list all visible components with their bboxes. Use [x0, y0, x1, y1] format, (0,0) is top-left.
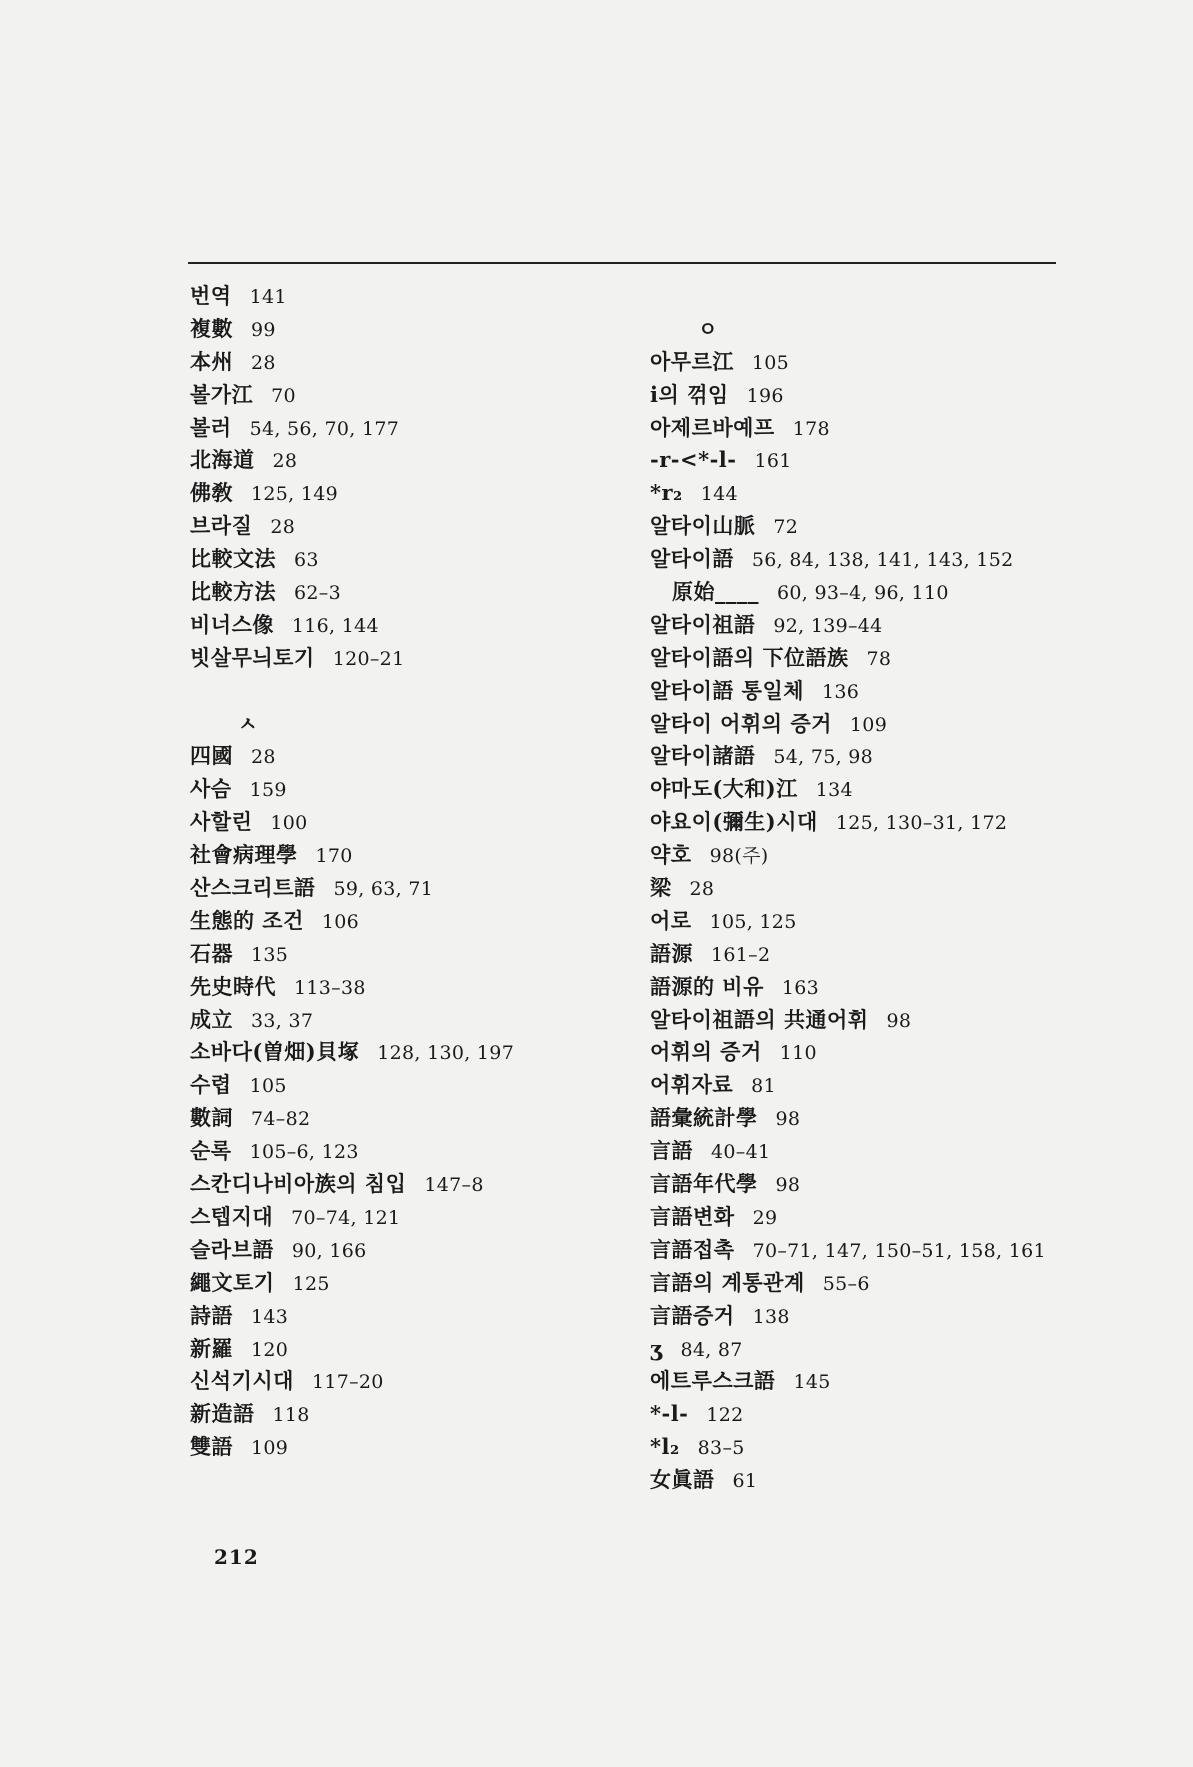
index-page-refs: 28: [251, 746, 276, 769]
index-page-refs: 63: [294, 549, 319, 572]
index-page-refs: 84, 87: [680, 1338, 743, 1361]
index-page-refs: 145: [793, 1371, 831, 1394]
index-term: 先史時代: [190, 973, 276, 999]
index-page-refs: 159: [249, 779, 287, 802]
index-entry: [650, 379, 1046, 412]
index-term: -r-<*-l-: [650, 447, 737, 473]
index-page-refs: 100: [270, 812, 308, 835]
index-term: 雙語: [190, 1434, 233, 1460]
index-page-refs: 136: [822, 680, 860, 703]
index-page-refs: 128, 130, 197: [377, 1042, 515, 1065]
index-term: 볼러: [190, 414, 232, 440]
index-page-refs: 161: [754, 450, 792, 473]
index-page-refs: 98: [886, 1009, 912, 1032]
index-entry: [650, 1267, 1046, 1300]
index-term: 야요이(彌生)시대: [650, 809, 818, 835]
index-entry: [190, 839, 514, 872]
index-page-refs: 105: [249, 1075, 287, 1098]
index-entry: [650, 971, 1046, 1004]
index-page-refs: 83–5: [697, 1437, 745, 1460]
index-term: 語彙統計學: [650, 1105, 758, 1131]
index-term: *r₂: [650, 480, 683, 506]
index-page-refs: 125: [292, 1272, 330, 1295]
index-entry: [190, 1300, 514, 1333]
index-entry: [190, 510, 514, 543]
index-entry: [190, 642, 514, 675]
section-letter: ㅇ: [698, 316, 718, 341]
index-term: 알타이語: [650, 546, 734, 572]
index-page-refs: 60, 93–4, 96, 110: [777, 582, 949, 605]
index-page-refs: 178: [792, 417, 830, 440]
index-page-refs: 59, 63, 71: [333, 878, 434, 901]
index-entry: [190, 1168, 514, 1201]
index-page-refs: 125, 130–31, 172: [835, 812, 1008, 835]
index-page-refs: 70: [271, 384, 296, 407]
index-entry: [650, 1398, 1046, 1431]
index-page-refs: 72: [773, 516, 799, 539]
index-entry: [190, 313, 514, 346]
index-page-refs: 134: [815, 779, 853, 802]
index-page-refs: 138: [752, 1305, 790, 1328]
index-page-refs: 70–74, 121: [291, 1206, 401, 1229]
index-entry: [650, 1069, 1046, 1102]
index-section-heading: [190, 708, 514, 741]
index-term: 스칸디나비아族의 침입: [190, 1171, 407, 1197]
index-page-refs: 141: [249, 286, 287, 308]
index-entry: [650, 444, 1046, 477]
index-entry: [190, 806, 514, 839]
index-term: 약호: [650, 842, 692, 868]
index-entry: [190, 1267, 514, 1300]
index-entry: [190, 412, 514, 445]
index-entry: [190, 1069, 514, 1102]
index-term: 알타이諸語: [650, 743, 756, 769]
index-term: 어휘의 증거: [650, 1039, 762, 1065]
index-term: 社會病理學: [190, 842, 298, 868]
index-page-refs: 92, 139–44: [773, 614, 883, 637]
index-page-refs: 144: [700, 483, 738, 506]
index-page-refs: 147–8: [424, 1174, 484, 1197]
index-entry: [190, 1234, 514, 1267]
index-term: 語源的 비유: [650, 973, 764, 999]
index-entry: [650, 510, 1046, 543]
section-letter: ㅅ: [238, 711, 258, 736]
index-page-refs: 28: [272, 450, 298, 473]
index-page-refs: 105: [751, 351, 790, 374]
index-term: 수렵: [190, 1072, 232, 1098]
index-entry: [650, 346, 1046, 379]
index-page-refs: 54, 56, 70, 177: [249, 417, 400, 440]
index-entry: [650, 806, 1046, 839]
index-page-refs: 28: [270, 516, 296, 539]
index-term: 新羅: [190, 1335, 233, 1361]
index-term: 生態的 조건: [190, 907, 304, 933]
index-entry: [650, 1464, 1046, 1497]
index-section-heading: [650, 313, 1046, 346]
index-term: 알타이祖語: [650, 611, 756, 637]
index-entry: [650, 773, 1046, 806]
index-entry: [650, 839, 1046, 872]
index-entry: [190, 905, 514, 938]
index-entry: [650, 905, 1046, 938]
index-entry: [650, 642, 1046, 675]
index-term: 알타이山脈: [650, 513, 756, 539]
index-entry: [190, 444, 514, 477]
index-term: 佛敎: [190, 480, 233, 506]
index-page-refs: 105–6, 123: [249, 1141, 359, 1164]
index-term: 詩語: [190, 1302, 233, 1328]
index-page-refs: 40–41: [711, 1141, 771, 1164]
index-entry: [650, 477, 1046, 510]
index-term: 슬라브語: [190, 1236, 274, 1262]
index-term: 比較方法: [190, 579, 276, 605]
index-entry: [190, 740, 514, 773]
index-entry: [650, 576, 1046, 609]
index-term: 아무르江: [650, 348, 734, 374]
index-term: 순록: [190, 1138, 232, 1164]
index-term: 사슴: [190, 776, 232, 802]
index-term: 言語변화: [650, 1203, 735, 1229]
index-column-right: [650, 280, 1046, 1497]
index-page-refs: 28: [251, 351, 276, 374]
index-entry: [190, 543, 514, 576]
index-page-refs: 120–21: [332, 647, 405, 670]
index-page-refs: 135: [251, 943, 289, 966]
index-entry: [650, 675, 1046, 708]
index-term: 女眞語: [650, 1467, 715, 1493]
index-page-refs: 81: [751, 1075, 776, 1098]
index-term: *-l-: [650, 1401, 689, 1427]
index-page-refs: 161–2: [711, 943, 771, 966]
index-term: 소바다(曽畑)貝塚: [190, 1039, 360, 1065]
index-page-refs: 61: [732, 1470, 758, 1493]
index-term: 語源: [650, 940, 693, 966]
index-entry: [190, 1365, 514, 1398]
index-term: 北海道: [190, 447, 255, 473]
index-term: 신석기시대: [190, 1368, 294, 1394]
index-page-refs: 62–3: [294, 582, 341, 605]
index-page-refs: 143: [251, 1305, 289, 1328]
index-entry: [650, 1365, 1046, 1398]
index-entry: [650, 609, 1046, 642]
index-term: 本州: [190, 348, 233, 374]
index-entry: [190, 346, 514, 379]
index-term: 비너스像: [190, 611, 274, 637]
index-page-refs: 98: [775, 1174, 801, 1197]
index-term: 알타이語 통일체: [650, 677, 805, 703]
index-term: 比較文法: [190, 546, 276, 572]
index-page-refs: 98(주): [709, 845, 769, 868]
index-page-refs: 90, 166: [291, 1239, 367, 1262]
index-entry: [190, 1135, 514, 1168]
top-rule: [188, 262, 1056, 264]
index-spacer: [190, 675, 514, 708]
index-term: 石器: [190, 940, 233, 966]
index-spacer: [650, 280, 1046, 313]
index-entry: [190, 1036, 514, 1069]
index-term: 브라질: [190, 513, 253, 539]
index-page-refs: 56, 84, 138, 141, 143, 152: [751, 549, 1014, 572]
index-page-refs: 113–38: [294, 976, 366, 999]
index-entry: [190, 609, 514, 642]
index-term: 四國: [190, 743, 233, 769]
index-term: 에트루스크語: [650, 1368, 776, 1394]
index-entry: [190, 938, 514, 971]
index-term: 빗살무늬토기: [190, 644, 315, 670]
index-term: 산스크리트語: [190, 875, 316, 901]
index-entry: [650, 1102, 1046, 1135]
index-entry: [650, 1333, 1046, 1366]
index-term: 볼가江: [190, 381, 254, 407]
index-entry: [650, 1431, 1046, 1464]
index-term: 新造語: [190, 1401, 255, 1427]
index-entry: [190, 1398, 514, 1431]
index-term: 알타이祖語의 共通어휘: [650, 1006, 869, 1032]
index-term: 알타이 어휘의 증거: [650, 710, 832, 736]
index-page-refs: 122: [706, 1404, 744, 1427]
index-term: 言語증거: [650, 1302, 735, 1328]
index-page-refs: 118: [272, 1404, 310, 1427]
index-entry: [650, 1300, 1046, 1333]
index-entry: [190, 1333, 514, 1366]
index-term: 어로: [650, 907, 692, 933]
index-page-refs: 99: [251, 318, 276, 341]
index-page-refs: 33, 37: [251, 1009, 314, 1032]
index-entry: [190, 1201, 514, 1234]
index-entry: [190, 379, 514, 412]
index-page-refs: 98: [775, 1108, 801, 1131]
index-entry: [650, 708, 1046, 741]
index-entry: [650, 872, 1046, 905]
index-term: i의 꺾임: [650, 381, 729, 407]
index-term: 스텝지대: [190, 1203, 274, 1229]
index-term: 言語: [650, 1138, 693, 1164]
index-entry: [190, 576, 514, 609]
index-page-refs: 125, 149: [251, 483, 339, 506]
index-page-refs: 55–6: [822, 1272, 870, 1295]
index-term: 原始____: [672, 579, 759, 605]
index-term: 번역: [190, 283, 232, 308]
index-entry: [190, 1004, 514, 1037]
index-term: 言語年代學: [650, 1171, 758, 1197]
index-page-refs: 196: [746, 384, 784, 407]
index-page-refs: 170: [315, 845, 353, 868]
index-entry: [650, 543, 1046, 576]
index-entry: [650, 1168, 1046, 1201]
index-page-refs: 29: [752, 1206, 778, 1229]
index-page-refs: 28: [689, 878, 715, 901]
index-term: 사할린: [190, 809, 253, 835]
index-term: 言語의 계통관계: [650, 1269, 805, 1295]
index-page-refs: 120: [251, 1338, 289, 1361]
index-page-refs: 105, 125: [709, 910, 797, 933]
index-term: 梁: [650, 875, 672, 901]
index-entry: [650, 938, 1046, 971]
index-entry: [650, 1036, 1046, 1069]
index-page-refs: 74–82: [251, 1108, 311, 1131]
index-entry: [190, 1431, 514, 1464]
index-entry: [650, 1201, 1046, 1234]
index-term: 야마도(大和)江: [650, 776, 798, 802]
index-entry: [190, 477, 514, 510]
index-entry: [190, 971, 514, 1004]
index-entry: [190, 280, 514, 313]
index-term: 어휘자료: [650, 1072, 734, 1098]
index-page-refs: 109: [251, 1437, 289, 1460]
index-page-refs: 109: [849, 713, 888, 736]
index-page-refs: 117–20: [311, 1371, 384, 1394]
index-entry: [190, 1102, 514, 1135]
index-term: 言語접촉: [650, 1236, 735, 1262]
index-page-refs: 163: [781, 976, 820, 999]
index-term: *l₂: [650, 1434, 680, 1460]
index-entry: [650, 1234, 1046, 1267]
index-term: 複數: [190, 315, 233, 341]
index-entry: [650, 1135, 1046, 1168]
index-term: 數詞: [190, 1105, 233, 1131]
index-term: 繩文토기: [190, 1269, 275, 1295]
index-page-refs: 106: [321, 910, 360, 933]
index-entry: [190, 872, 514, 905]
page-number: 212: [214, 1545, 259, 1569]
index-term: 알타이語의 下位語族: [650, 644, 849, 670]
index-entry: [650, 412, 1046, 445]
index-page-refs: 78: [866, 647, 892, 670]
index-page-refs: 54, 75, 98: [773, 746, 874, 769]
index-term: 아제르바예프: [650, 414, 775, 440]
index-entry: [650, 740, 1046, 773]
index-term: 成立: [190, 1006, 233, 1032]
index-entry: [190, 773, 514, 806]
index-page-refs: 116, 144: [291, 614, 379, 637]
index-page-refs: 70–71, 147, 150–51, 158, 161: [752, 1239, 1046, 1262]
index-page-refs: 110: [779, 1042, 817, 1065]
index-term: ʒ: [650, 1335, 663, 1361]
index-column-left: [190, 280, 514, 1464]
index-entry: [650, 1004, 1046, 1037]
